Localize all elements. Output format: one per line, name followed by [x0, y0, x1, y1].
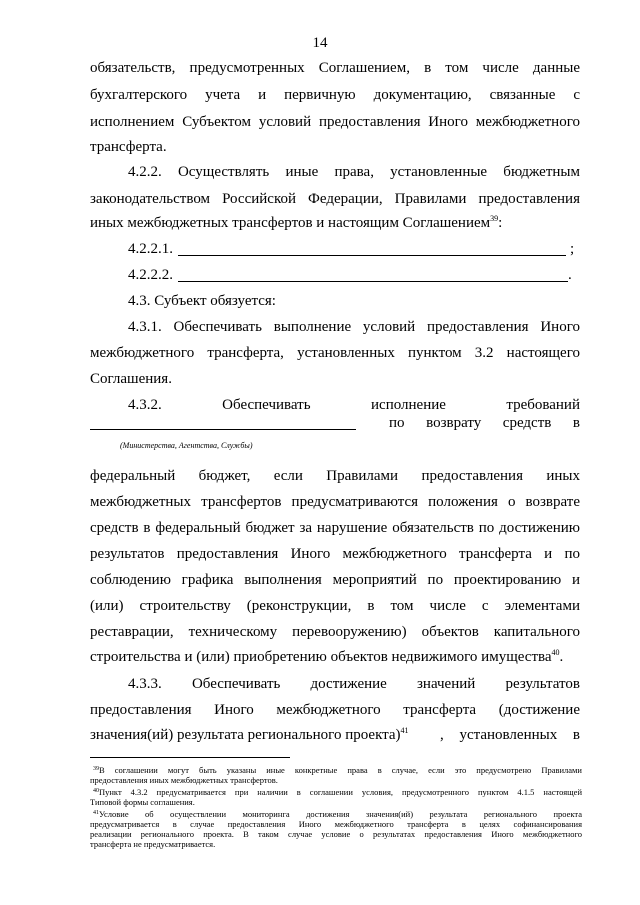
clause-4-3-3: 4.3.3. Обеспечивать достижение значений результатов [128, 676, 580, 692]
clause-label: 4.2.2.1. [128, 241, 173, 257]
body-line: межбюджетного трансферта, установленных пунктом 3.2 настоящего [90, 345, 580, 361]
fill-in-blank [178, 281, 568, 282]
footnote-line: предусматривается в случае предоставления Иного межбюджетного трансферта в целях софинансирования [90, 819, 582, 829]
clause-4-2-2-2 [128, 266, 580, 284]
footnote-41 [90, 809, 582, 849]
footnote-39 [90, 765, 582, 785]
body-line [90, 648, 580, 666]
body-line: исполнением Субъектом условий предоставления Иного межбюджетного [90, 114, 580, 130]
body-line [90, 726, 580, 744]
footnote-line [90, 809, 582, 819]
body-text: , установленных в [440, 727, 580, 743]
body-line: (или) строительству (реконструкции, в том числе с элементами [90, 598, 580, 614]
body-line [90, 214, 580, 232]
body-line: средств в федеральный бюджет за нарушение обязательств по достижению [90, 520, 580, 536]
clause-4-2-2-1 [128, 240, 580, 258]
footnote-separator [90, 757, 290, 758]
body-line: бухгалтерского учета и первичную документацию, связанные с [90, 87, 580, 103]
footnote-ref-40: 40 [551, 648, 560, 657]
footnote-line: Типовой формы соглашения. [90, 797, 195, 807]
footnote-line: предоставления иных межбюджетных трансфертов. [90, 775, 278, 785]
clause-end: . [568, 267, 572, 283]
footnote-number: 40 [93, 788, 99, 794]
fill-in-blank [90, 429, 356, 430]
blank-caption: (Министерства, Агентства, Службы) [120, 441, 253, 450]
body-text: строительства и (или) приобретению объектов недвижимого имущества [90, 649, 552, 665]
footnote-ref-41: 41 [400, 726, 409, 735]
footnote-text: В соглашении могут быть указаны иные конкретные права в случае, если это предусмотрено Правилами [99, 765, 582, 775]
body-text [90, 726, 409, 744]
body-line: реставрации, техническому перевооружению) объектов капитального [90, 624, 580, 640]
footnote-text: Условие об осуществлении мониторинга достижения значения(ий) результата регионального проекта [99, 809, 582, 819]
footnote-ref-39: 39 [490, 214, 499, 223]
clause-4-2-2: 4.2.2. Осуществлять иные права, установленные бюджетным [128, 164, 580, 180]
clause-label: 4.2.2.2. [128, 267, 173, 283]
body-line: Соглашения. [90, 371, 172, 387]
fill-in-blank [178, 255, 566, 256]
footnote-text: Пункт 4.3.2 предусматривается при наличии в соглашении условия, предусмотренного пунктом 4.1.5 настоящей [99, 787, 582, 797]
clause-4-3-1: 4.3.1. Обеспечивать выполнение условий предоставления Иного [128, 319, 580, 335]
body-text: иных межбюджетных трансфертов и настоящим Соглашением [90, 215, 491, 231]
body-line: федеральный бюджет, если Правилами предоставления иных [90, 468, 580, 484]
body-text-part: значения(ий) результата регионального проекта) [90, 727, 401, 743]
body-line: межбюджетных трансфертов предусматриваются положения о возврате [90, 494, 580, 510]
body-text: . [559, 649, 564, 665]
footnote-line [90, 787, 582, 797]
body-line: трансферта. [90, 139, 167, 155]
body-line: по возврату средств в [389, 415, 580, 431]
body-line: обязательств, предусмотренных Соглашением, в том числе данные [90, 60, 580, 76]
footnote-number: 41 [93, 810, 99, 816]
footnote-line [90, 765, 582, 775]
footnote-number: 39 [93, 766, 99, 772]
body-text: : [498, 215, 503, 231]
page-number: 14 [312, 35, 328, 51]
body-line: законодательством Российской Федерации, Правилами предоставления [90, 191, 580, 207]
footnote-40 [90, 787, 582, 807]
body-line: результатов предоставления Иного межбюджетного трансферта и по [90, 546, 580, 562]
body-line: предоставления Иного межбюджетного трансферта (достижение [90, 702, 580, 718]
footnote-line: реализации регионального проекта. В таком случае условие о результатах предоставления Иного межбюджетного [90, 829, 582, 839]
clause-4-3: 4.3. Субъект обязуется: [128, 293, 276, 309]
clause-4-3-2: 4.3.2. Обеспечивать исполнение требований [128, 397, 580, 413]
footnote-line: трансферта не предусматривается. [90, 839, 216, 849]
body-line: соблюдению графика выполнения мероприятий по проектированию и [90, 572, 580, 588]
clause-end: ; [570, 241, 575, 257]
